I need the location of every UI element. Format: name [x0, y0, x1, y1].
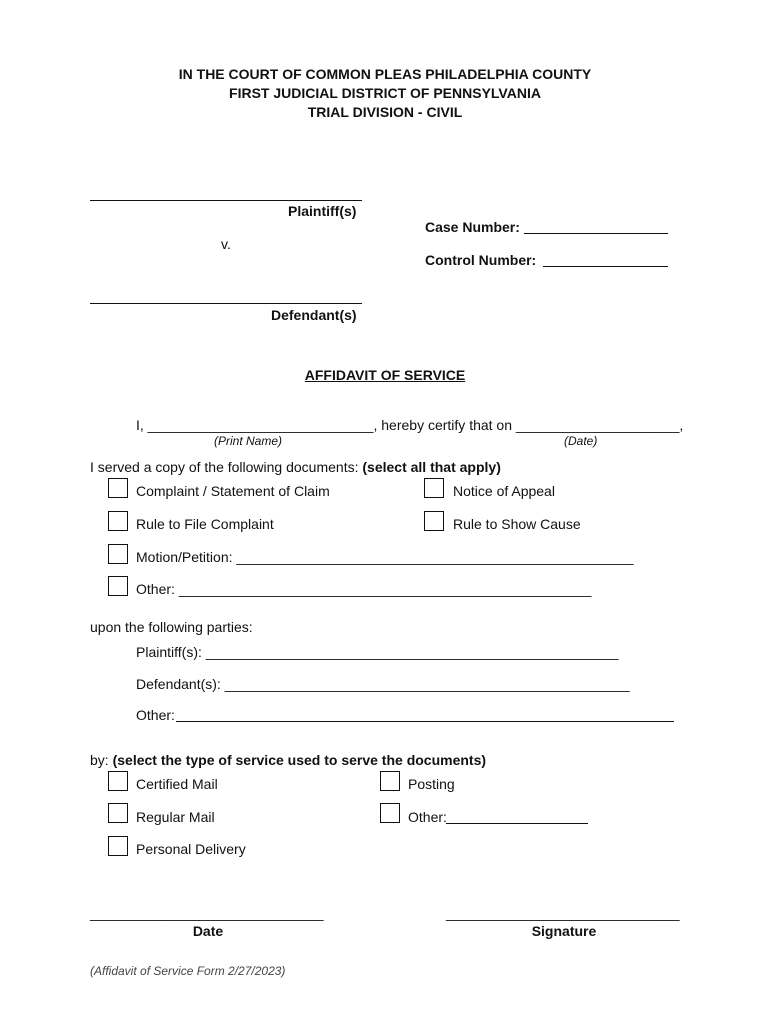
defendants-row: [136, 676, 630, 692]
other-service-label: Other:: [408, 809, 447, 825]
rule-file-complaint-checkbox[interactable]: [108, 511, 128, 531]
other-document-row: [136, 581, 591, 597]
control-number-label: Control Number:: [425, 252, 537, 268]
signature-field[interactable]: ______________________________: [446, 905, 680, 921]
regular-mail-checkbox[interactable]: [108, 803, 128, 823]
regular-mail-label: Regular Mail: [136, 809, 215, 825]
certify-date-field[interactable]: _____________________,: [515, 417, 684, 433]
plaintiffs-row: [136, 644, 618, 660]
signature-label: Signature: [531, 923, 597, 939]
defendants-field[interactable]: ____________________________________________________: [224, 676, 630, 692]
plaintiff-name-line[interactable]: [90, 200, 362, 201]
other-service-field[interactable]: [446, 823, 588, 824]
case-number-label: Case Number:: [425, 219, 520, 235]
rule-show-cause-checkbox[interactable]: [424, 511, 444, 531]
date-signature-field[interactable]: ______________________________: [90, 905, 324, 921]
service-intro: [90, 752, 486, 768]
notice-appeal-checkbox[interactable]: [424, 478, 444, 498]
other-document-label: Other:: [136, 581, 179, 597]
complaint-label: Complaint / Statement of Claim: [136, 483, 330, 499]
date-label: Date: [192, 923, 224, 939]
print-name-field[interactable]: _____________________________: [147, 417, 374, 433]
parties-intro: upon the following parties:: [90, 619, 253, 635]
certify-prefix: I,: [136, 417, 148, 433]
form-version-footer: (Affidavit of Service Form 2/27/2023): [90, 964, 286, 978]
documents-intro: [90, 459, 501, 475]
documents-intro-text: I served a copy of the following documents:: [90, 459, 363, 475]
certify-statement: [136, 417, 683, 433]
control-number-field[interactable]: [543, 266, 668, 267]
certify-middle: , hereby certify that on: [373, 417, 516, 433]
other-document-field[interactable]: _____________________________________________________: [178, 581, 592, 597]
certified-mail-label: Certified Mail: [136, 776, 218, 792]
trial-division: TRIAL DIVISION - CIVIL: [307, 104, 463, 120]
court-name: IN THE COURT OF COMMON PLEAS PHILADELPHIA COUNTY: [178, 66, 592, 82]
service-intro-text: by:: [90, 752, 113, 768]
motion-petition-checkbox[interactable]: [108, 544, 128, 564]
motion-petition-label: Motion/Petition:: [136, 549, 237, 565]
plaintiffs-field[interactable]: _____________________________________________________: [205, 644, 619, 660]
print-name-hint: (Print Name): [214, 434, 283, 448]
personal-delivery-label: Personal Delivery: [136, 841, 246, 857]
motion-petition-row: [136, 549, 633, 565]
documents-intro-instruction: (select all that apply): [362, 459, 501, 475]
plaintiffs-label: Plaintiff(s):: [136, 644, 206, 660]
defendant-name-line[interactable]: [90, 303, 362, 304]
judicial-district: FIRST JUDICIAL DISTRICT OF PENNSYLVANIA: [229, 85, 541, 101]
rule-show-cause-label: Rule to Show Cause: [453, 516, 581, 532]
motion-petition-field[interactable]: ___________________________________________________: [236, 549, 634, 565]
versus-label: v.: [221, 236, 231, 252]
posting-label: Posting: [408, 776, 455, 792]
other-document-checkbox[interactable]: [108, 576, 128, 596]
service-intro-instruction: (select the type of service used to serve the documents): [112, 752, 487, 768]
other-service-checkbox[interactable]: [380, 803, 400, 823]
certified-mail-checkbox[interactable]: [108, 771, 128, 791]
affidavit-title: AFFIDAVIT OF SERVICE: [304, 367, 466, 383]
defendants-label: Defendant(s):: [136, 676, 225, 692]
personal-delivery-checkbox[interactable]: [108, 836, 128, 856]
rule-file-complaint-label: Rule to File Complaint: [136, 516, 274, 532]
complaint-checkbox[interactable]: [108, 478, 128, 498]
date-hint: (Date): [564, 434, 598, 448]
defendant-label: Defendant(s): [271, 307, 357, 323]
other-party-field[interactable]: [176, 721, 674, 722]
other-party-label: Other:: [136, 707, 175, 723]
plaintiff-label: Plaintiff(s): [288, 203, 357, 219]
notice-appeal-label: Notice of Appeal: [453, 483, 555, 499]
posting-checkbox[interactable]: [380, 771, 400, 791]
case-number-field[interactable]: [524, 233, 668, 234]
